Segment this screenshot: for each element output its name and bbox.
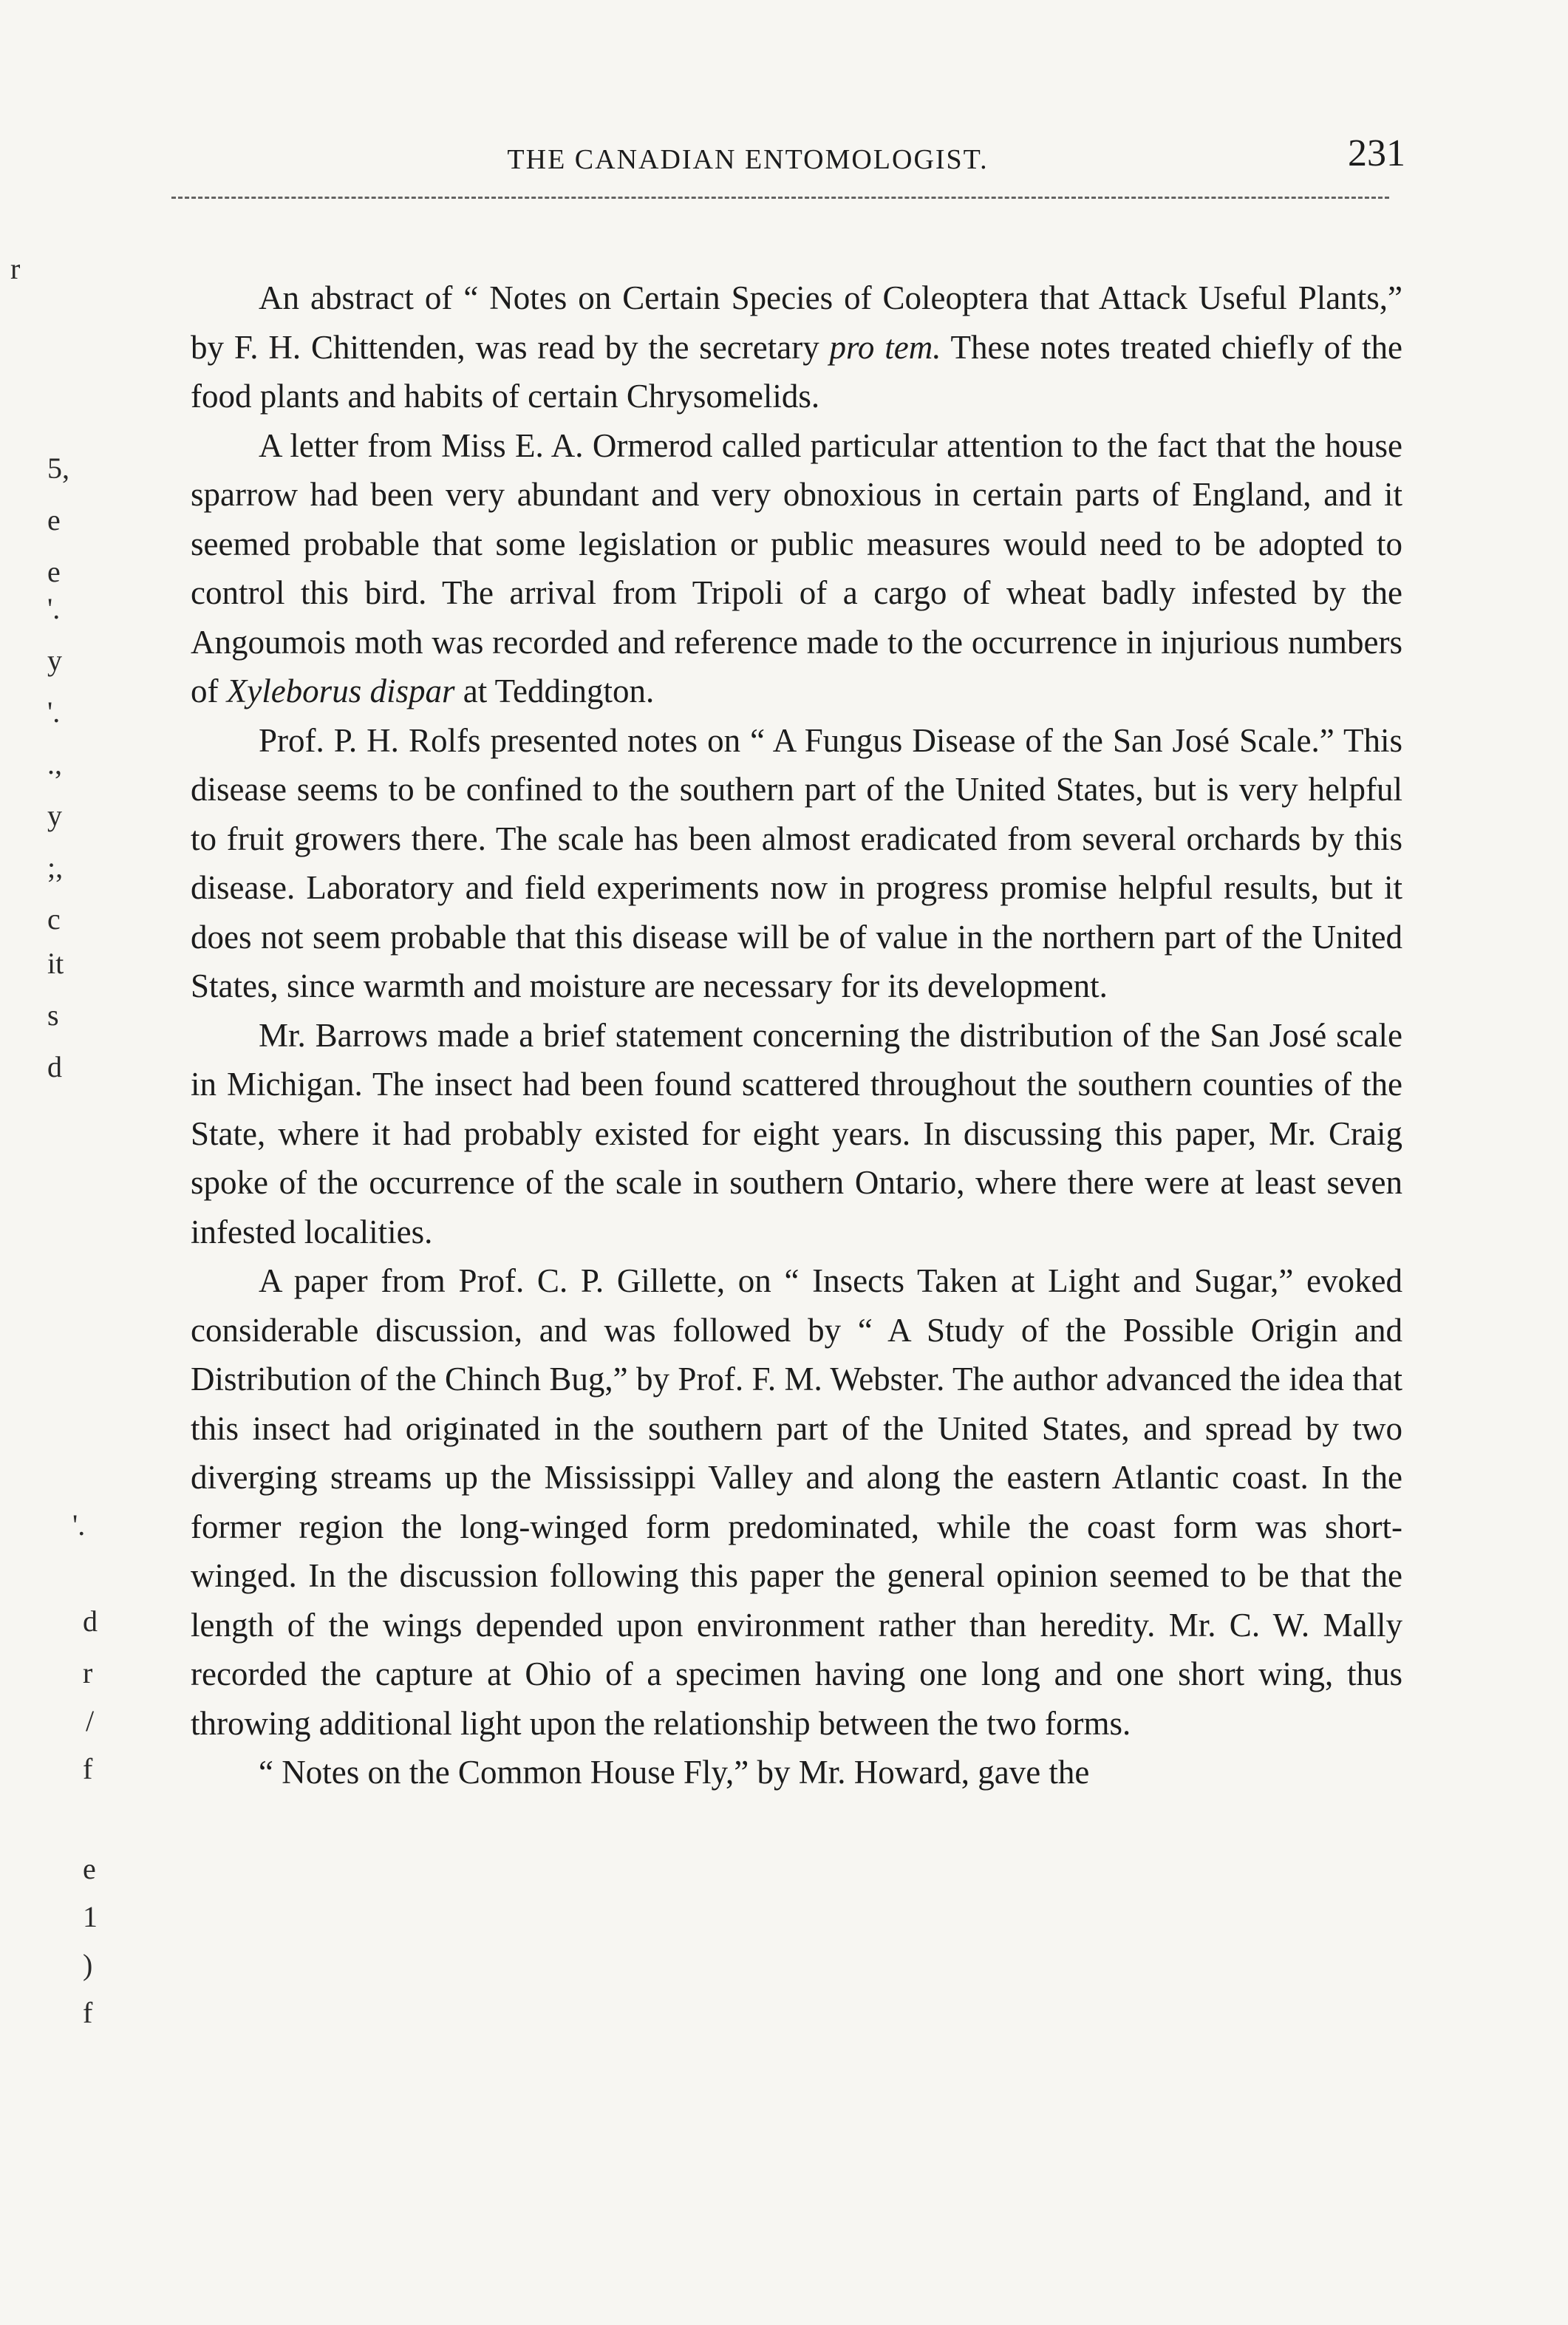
margin-fragment: /	[86, 1704, 95, 1737]
margin-fragment: )	[83, 1948, 93, 1981]
paragraph-ormerod-letter	[191, 421, 1402, 716]
page-number: 231	[1348, 132, 1405, 174]
margin-fragment: f	[83, 1752, 93, 1786]
margin-fragment: y	[47, 799, 62, 832]
italic-term: pro tem.	[829, 328, 941, 366]
paragraph-text: An abstract of “ Notes on Certain Species of Coleoptera that Attack Useful Plants,” by F. H. Chittenden, was read by the secretary	[191, 279, 1402, 366]
margin-fragment: it	[47, 947, 64, 980]
paragraph-text: “ Notes on the Common House Fly,” by Mr. Howard, gave the	[259, 1754, 1090, 1791]
paragraph-text: at Teddington.	[454, 673, 655, 709]
running-title: THE CANADIAN ENTOMOLOGIST.	[507, 144, 989, 175]
margin-fragment: .,	[47, 747, 62, 780]
margin-fragment: '.	[72, 1508, 86, 1542]
left-margin-fragments	[0, 251, 111, 2029]
margin-fragment: f	[83, 1996, 93, 2029]
margin-fragment: r	[10, 252, 21, 285]
paragraph-chittenden-abstract	[191, 273, 1402, 421]
margin-fragment: 5,	[47, 452, 69, 485]
margin-fragment: e	[47, 503, 61, 537]
paragraph-text: Mr. Barrows made a brief statement concerning the distribution of the San José scale in Michigan. The insect had been found scattered throughout the southern counties of the State, where it had probably existed for eight years. In discussing this paper, Mr. Craig spoke of the occurrence of the scale in southern Ontario, where there were at least seven infested localities.	[191, 1016, 1402, 1250]
margin-fragment: d	[47, 1050, 62, 1083]
margin-fragment: s	[47, 998, 59, 1032]
margin-fragment: e	[83, 1852, 96, 1885]
margin-fragment: d	[83, 1604, 98, 1638]
margin-fragment: r	[83, 1656, 93, 1689]
margin-fragment: ;,	[47, 851, 64, 884]
margin-fragment: y	[47, 644, 62, 677]
paragraph-text: These notes treated chiefly of the food plants and habits of certain Chrysomelids.	[191, 328, 1402, 415]
paragraph-text: Prof. P. H. Rolfs presented notes on “ A Fungus Disease of the San José Scale.” This disease seems to be confined to the southern part of the United States, but is very helpful to fruit growers there. The scale has been almost eradicated from several orchards by this disease. Laboratory and field experiments now in progress promise helpful results, but it does not seem probable that this disease will be of value in the northern part of the United States, since warmth and moisture are necessary for its development.	[191, 721, 1402, 1004]
article-body	[191, 273, 1402, 1797]
paragraph-rolfs-notes	[191, 716, 1402, 1011]
paragraph-gillette-webster	[191, 1256, 1402, 1748]
paragraph-barrows-statement	[191, 1011, 1402, 1257]
species-name: Xyleborus dispar	[226, 673, 455, 709]
page-header	[194, 127, 1405, 186]
paragraph-house-fly	[191, 1748, 1402, 1797]
margin-fragment: '.	[47, 592, 61, 625]
margin-fragment: '.	[47, 695, 61, 729]
paragraph-text: A letter from Miss E. A. Ormerod called particular attention to the fact that the house sparrow had been very abundant and very obnoxious in certain parts of England, and it seemed probable that some legislation or public measures would need to be adopted to control this bird. The arrival from Tripoli of a cargo of wheat badly infested by the Angoumois moth was recorded and reference made to the occurrence in injurious numbers of	[191, 426, 1402, 709]
margin-fragment: c	[47, 902, 61, 936]
margin-fragment: e	[47, 555, 61, 588]
margin-fragment: 1	[83, 1900, 98, 1933]
header-rule	[171, 197, 1389, 199]
paragraph-text: A paper from Prof. C. P. Gillette, on “ Insects Taken at Light and Sugar,” evoked considerable discussion, and was followed by “ A Study of the Possible Origin and Distribution of the Chinch Bug,” by Prof. F. M. Webster. The author advanced the idea that this insect had originated in the southern part of the United States, and spread by two diverging streams up the Mississippi Valley and along the eastern Atlantic coast. In the former region the long-winged form predominated, while the coast form was short-winged. In the discussion following this paper the general opinion seemed to be that the length of the wings depended upon environment rather than heredity. Mr. C. W. Mally recorded the capture at Ohio of a specimen having one long and one short wing, thus throwing additional light upon the relationship between the two forms.	[191, 1262, 1402, 1742]
